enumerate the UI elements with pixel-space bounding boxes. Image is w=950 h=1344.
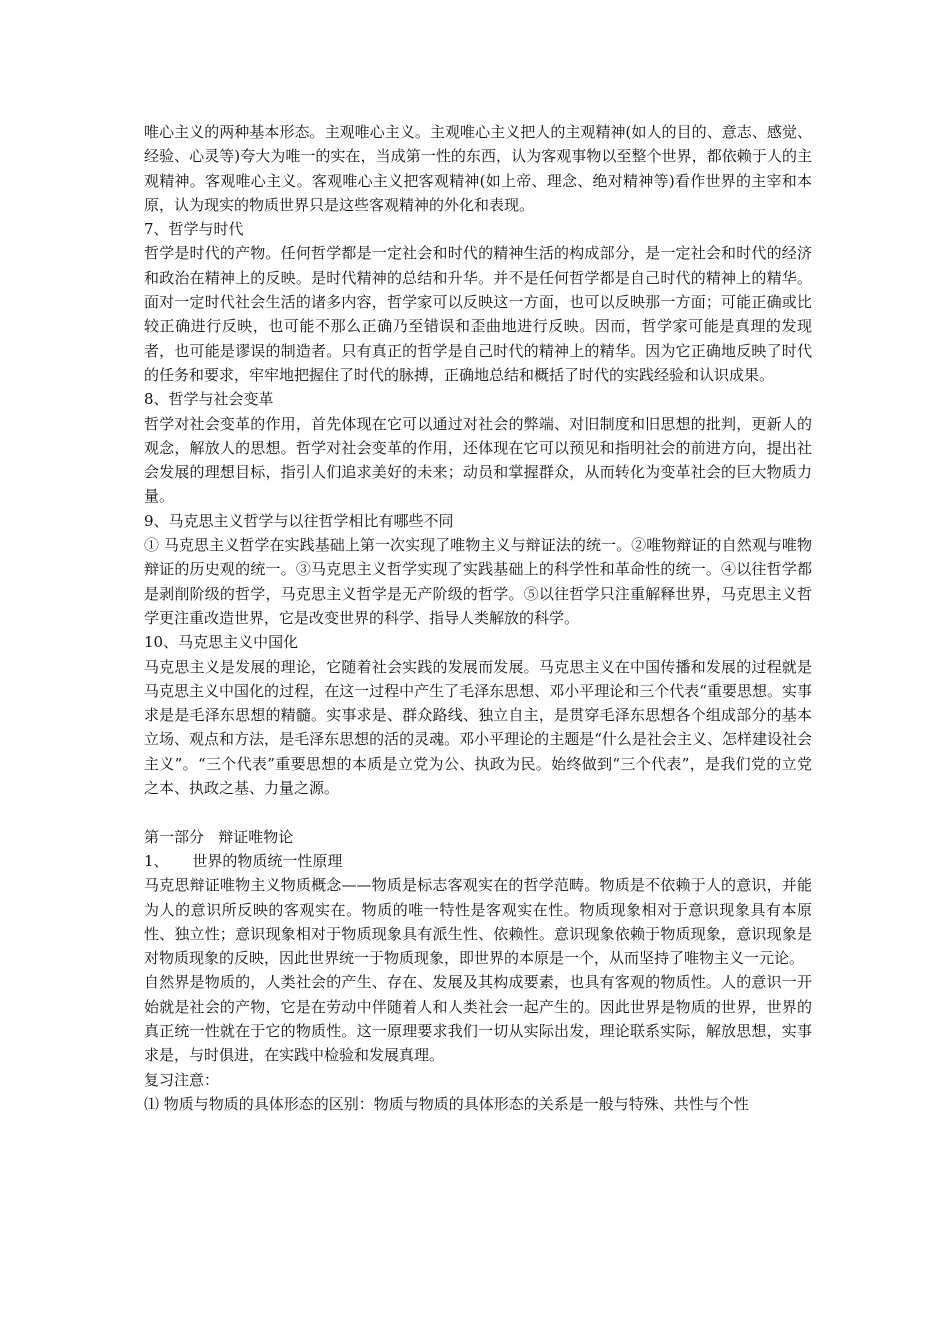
heading-philosophy-and-era: 7、哲学与时代 bbox=[144, 220, 244, 239]
heading-review-notes: 复习注意： bbox=[144, 1070, 220, 1089]
paragraph-review-note-1: ⑴ 物质与物质的具体形态的区别：物质与物质的具体形态的关系是一般与特殊、共性与个性 bbox=[144, 1094, 749, 1113]
paragraph-matter-concept: 马克思辩证唯物主义物质概念——物质是标志客观实在的哲学范畴。物质是不依赖于人的意识，并能为人的意识所反映的客观实在。物质的唯一特性是客观实在性。物质现象相对于意识现象具有本原性、独立性；意识现象相对于物质现象具有派生性、依赖性。意识现象依赖于物质现象，意识现象是对物质现象的反映，因此世界统一于物质现象，即世界的本原是一个，从而坚持了唯物主义一元论。 bbox=[144, 876, 812, 968]
heading-marxist-philosophy-difference: 9、马克思主义哲学与以往哲学相比有哪些不同 bbox=[144, 511, 454, 530]
heading-sinicization-of-marxism: 10、马克思主义中国化 bbox=[144, 633, 299, 652]
paragraph-nature-is-material: 自然界是物质的，人类社会的产生、存在、发展及其构成要素，也具有客观的物质性。人的意识一开始就是社会的产物，它是在劳动中伴随着人和人类社会一起产生的。因此世界是物质的世界，世界的真正统一性就在于它的物质性。这一原理要求我们一切从实际出发，理论联系实际，解放思想，实事求是，与时俱进，在实践中检验和发展真理。 bbox=[144, 973, 812, 1065]
paragraph-philosophy-and-era: 哲学是时代的产物。任何哲学都是一定社会和时代的精神生活的构成部分，是一定社会和时代的经济和政治在精神上的反映。是时代精神的总结和升华。并不是任何哲学都是自己时代的精神上的精华。面对一定时代社会生活的诸多内容，哲学家可以反映这一方面，也可以反映那一方面；可能正确或比较正确进行反映，也可能不那么正确乃至错误和歪曲地进行反映。因而，哲学家可能是真理的发现者，也可能是谬误的制造者。只有真正的哲学是自己时代的精神上的精华。因为它正确地反映了时代的任务和要求，牢牢地把握住了时代的脉搏，正确地总结和概括了时代的实践经验和认识成果。 bbox=[144, 244, 812, 384]
paragraph-philosophy-and-social-change: 哲学对社会变革的作用，首先体现在它可以通过对社会的弊端、对旧制度和旧思想的批判，更新人的观念，解放人的思想。哲学对社会变革的作用，还体现在它可以预见和指明社会的前进方向，提出社会发展的理想目标，指引人们追求美好的未来；动员和掌握群众，从而转化为变革社会的巨大物质力量。 bbox=[144, 414, 812, 506]
document-page bbox=[144, 120, 812, 1116]
paragraph-marxist-philosophy-difference: ① 马克思主义哲学在实践基础上第一次实现了唯物主义与辩证法的统一。②唯物辩证的自然观与唯物辩证的历史观的统一。③马克思主义哲学实现了实践基础上的科学性和革命性的统一。④以往哲学都是剥削阶级的哲学，马克思主义哲学是无产阶级的哲学。⑤以往哲学只注重解释世界，马克思主义哲学更注重改造世界，它是改变世界的科学、指导人类解放的科学。 bbox=[144, 536, 812, 627]
paragraph-sinicization-of-marxism: 马克思主义是发展的理论，它随着社会实践的发展而发展。马克思主义在中国传播和发展的过程就是马克思主义中国化的过程，在这一过程中产生了毛泽东思想、邓小平理论和三个代表“重要思想。实事求是是毛泽东思想的精髓。实事求是、群众路线、独立自主，是贯穿毛泽东思想各个组成部分的基本立场、观点和方法，是毛泽东思想的活的灵魂。邓小平理论的主题是“什么是社会主义、怎样建设社会主义”。“三个代表”重要思想的本质是立党为公、执政为民。始终做到“三个代表”，是我们党的立党之本、执政之基、力量之源。 bbox=[144, 657, 812, 798]
heading-material-unity: 1、 世界的物质统一性原理 bbox=[144, 851, 343, 870]
paragraph-idealism-forms: 唯心主义的两种基本形态。主观唯心主义。主观唯心主义把人的主观精神(如人的目的、意志、感觉、经验、心灵等)夸大为唯一的实在，当成第一性的东西，认为客观事物以至整个世界，都依赖于人的主观精神。客观唯心主义。客观唯心主义把客观精神(如上帝、理念、绝对精神等)看作世界的主宰和本原，认为现实的物质世界只是这些客观精神的外化和表现。 bbox=[144, 123, 812, 214]
heading-philosophy-and-social-change: 8、哲学与社会变革 bbox=[144, 390, 274, 409]
heading-part-one: 第一部分 辩证唯物论 bbox=[144, 827, 294, 846]
blank-line bbox=[144, 800, 812, 824]
